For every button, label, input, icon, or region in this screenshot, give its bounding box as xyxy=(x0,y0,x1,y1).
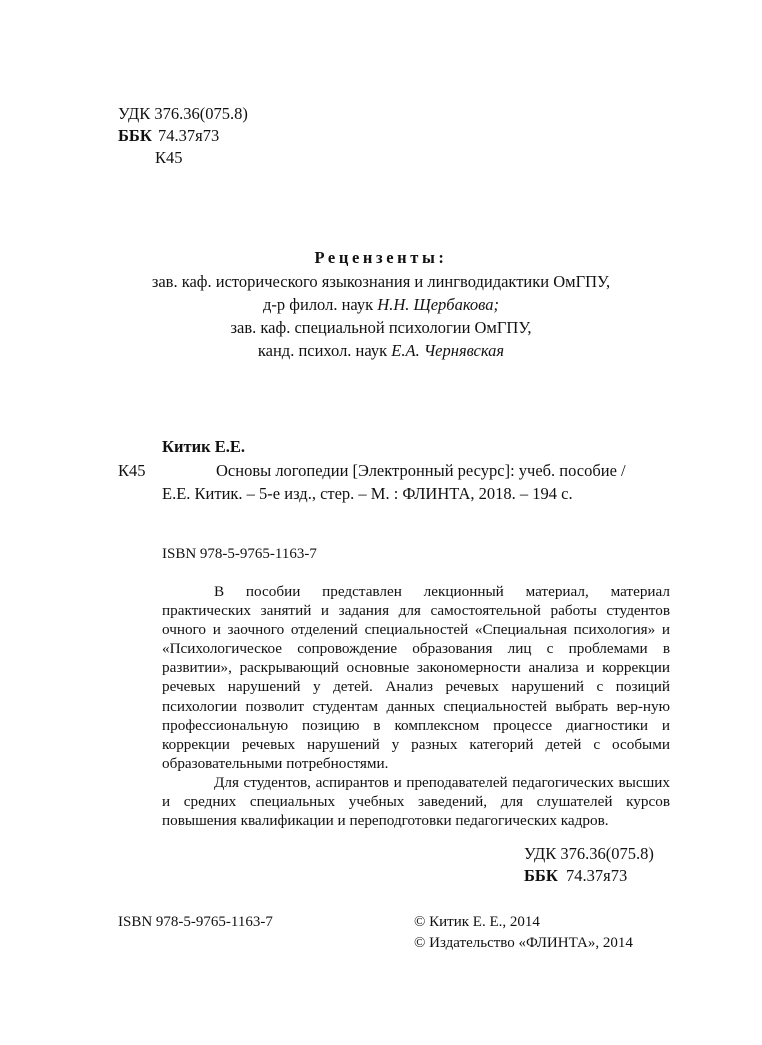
abstract-paragraph-1: В пособии представлен лекционный материал, материал практических занятий и задания для самостоятельной работы студентов очного и заочного отделений специальностей «Специальная психология» и «Психологическое сопровождение образования лиц с проблемами в развитии», раскрывающий основные закономерности анализа и коррекции речевых нарушений у детей. Анализ речевых нарушений с позиций психологии позволит студентам данных специальностей выбрать вер-ную профессиональную позицию в комплексном процессе диагностики и коррекции речевых нарушений у разных категорий детей с особыми образовательными потребностями. xyxy=(162,583,670,772)
abstract xyxy=(162,582,670,830)
reviewer-line-2-text: д-р филол. наук xyxy=(263,295,378,314)
reviewer-line-1-text: зав. каф. исторического языкознания и лингводидактики ОмГПУ, xyxy=(151,272,611,291)
reviewer-line-1 xyxy=(0,272,762,292)
copyright-author: © Китик Е. Е., 2014 xyxy=(414,914,540,930)
reviewer-name-1: Н.Н. Щербакова; xyxy=(377,295,499,314)
copyright-publisher: © Издательство «ФЛИНТА», 2014 xyxy=(414,935,633,951)
reviewer-line-4-text: канд. психол. наук xyxy=(257,341,392,360)
footer-bbk-label: ББК xyxy=(524,866,558,885)
bbk-code: 74.37я73 xyxy=(158,126,220,145)
udk-code: УДК 376.36(075.8) xyxy=(118,104,248,123)
footer-bbk-code: 74.37я73 xyxy=(566,866,628,885)
reviewer-line-4 xyxy=(0,341,762,361)
footer-udk-code: УДК 376.36(075.8) xyxy=(524,844,654,863)
bbk-label: ББК xyxy=(118,126,152,145)
reviewers-title: Рецензенты: xyxy=(314,248,448,267)
record-title-line: Основы логопедии [Электронный ресурс]: учеб. пособие / xyxy=(216,461,626,480)
reviewer-line-2 xyxy=(0,295,762,315)
author-mark: К45 xyxy=(155,148,183,167)
reviewer-line-3 xyxy=(0,318,762,338)
reviewer-name-2: Е.А. Чернявская xyxy=(391,341,505,360)
footer-isbn: ISBN 978-5-9765-1163-7 xyxy=(118,914,273,930)
record-isbn: ISBN 978-5-9765-1163-7 xyxy=(162,546,317,562)
reviewer-line-3-text: зав. каф. специальной психологии ОмГПУ, xyxy=(230,318,532,337)
abstract-paragraph-2: Для студентов, аспирантов и преподавателей педагогических высших и средних специальных учебных заведений, для слушателей курсов повышения квалификации и переподготовки педагогических кадров. xyxy=(162,773,670,830)
record-author: Китик Е.Е. xyxy=(162,437,245,456)
record-author-mark: К45 xyxy=(118,461,146,480)
record-imprint-line: Е.Е. Китик. – 5-е изд., стер. – М. : ФЛИНТА, 2018. – 194 с. xyxy=(162,484,573,503)
